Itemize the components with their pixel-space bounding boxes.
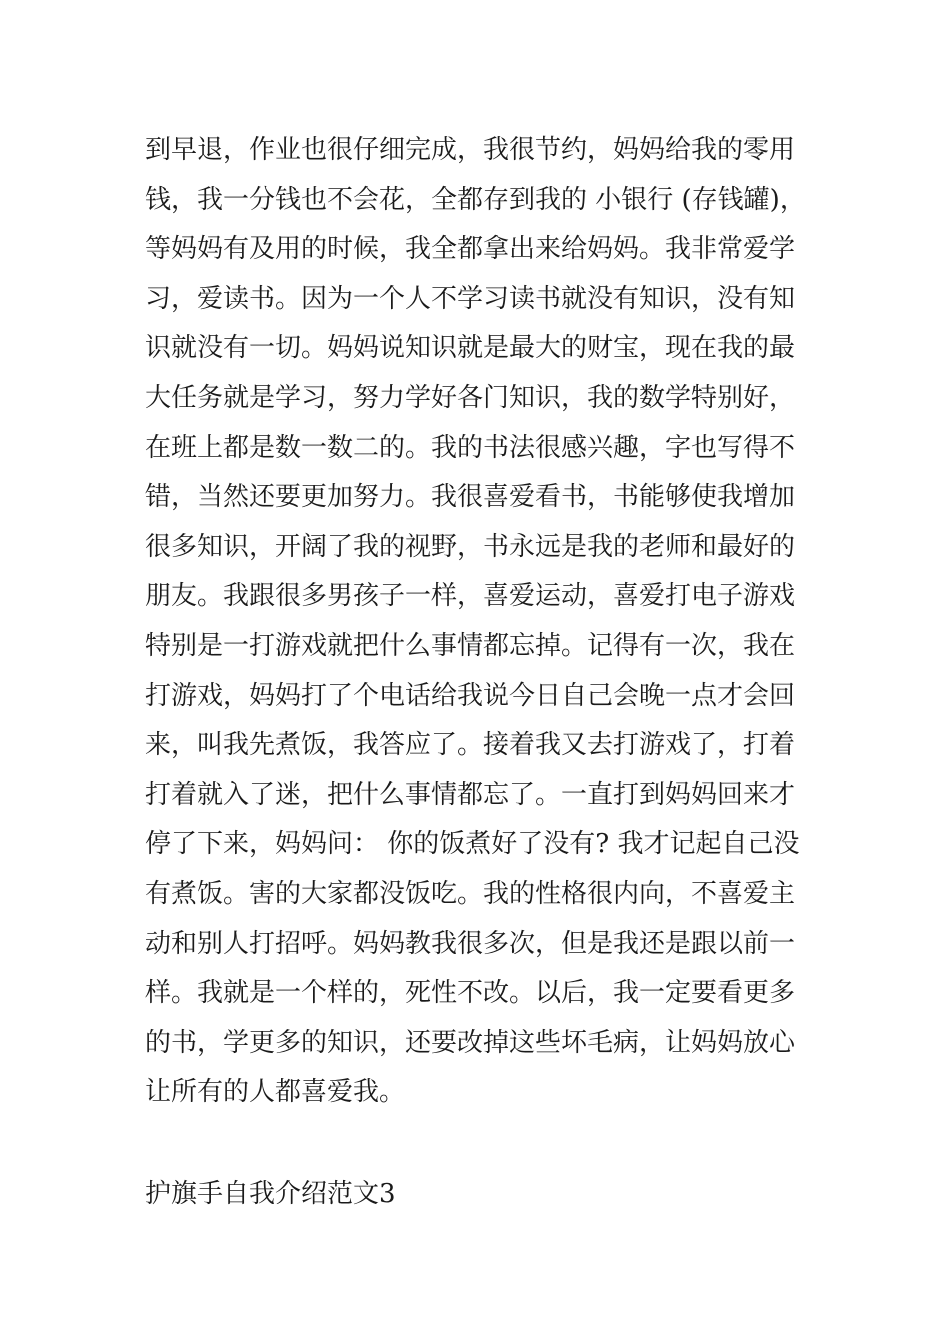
text-line: 大任务就是学习，努力学好各门知识，我的数学特别好， [145,382,796,413]
text-line: 的书，学更多的知识，还要改掉这些坏毛病，让妈妈放心 [145,1027,796,1058]
text-line: 钱，我一分钱也不会花，全都存到我的 小银行 (存钱罐)， [145,184,806,215]
text-line: 识就没有一切。妈妈说知识就是最大的财宝，现在我的最 [145,333,796,364]
text-line: 样。我就是一个样的，死性不改。以后，我一定要看更多 [145,978,796,1009]
text-line: 来，叫我先煮饭，我答应了。接着我又去打游戏了，打着 [145,730,796,761]
text-line: 很多知识，开阔了我的视野，书永远是我的老师和最好的 [145,531,796,562]
text-line: 停了下来，妈妈问： 你的饭煮好了没有? 我才记起自己没 [145,829,800,860]
text-line: 错，当然还要更加努力。我很喜爱看书，书能够使我增加 [145,482,796,513]
text-line: 有煮饭。害的大家都没饭吃。我的性格很内向，不喜爱主 [145,878,796,909]
text-line: 让所有的人都喜爱我。 [145,1077,406,1108]
essay-body [145,126,835,1118]
text-line: 特别是一打游戏就把什么事情都忘掉。记得有一次，我在 [145,630,796,661]
text-line: 打游戏，妈妈打了个电话给我说今日自己会晚一点才会回 [145,680,796,711]
section-title: 护旗手自我介绍范文3 [145,1179,396,1209]
text-line: 习，爱读书。因为一个人不学习读书就没有知识，没有知 [145,283,796,314]
text-line: 朋友。我跟很多男孩子一样，喜爱运动，喜爱打电子游戏 [145,581,796,612]
text-line: 在班上都是数一数二的。我的书法很感兴趣，字也写得不 [145,432,796,463]
text-line: 等妈妈有及用的时候，我全都拿出来给妈妈。我非常爱学 [145,234,796,265]
text-line: 打着就入了迷，把什么事情都忘了。一直打到妈妈回来才 [145,779,796,810]
text-line: 动和别人打招呼。妈妈教我很多次，但是我还是跟以前一 [145,928,796,959]
text-line: 到早退，作业也很仔细完成，我很节约，妈妈给我的零用 [145,135,796,165]
